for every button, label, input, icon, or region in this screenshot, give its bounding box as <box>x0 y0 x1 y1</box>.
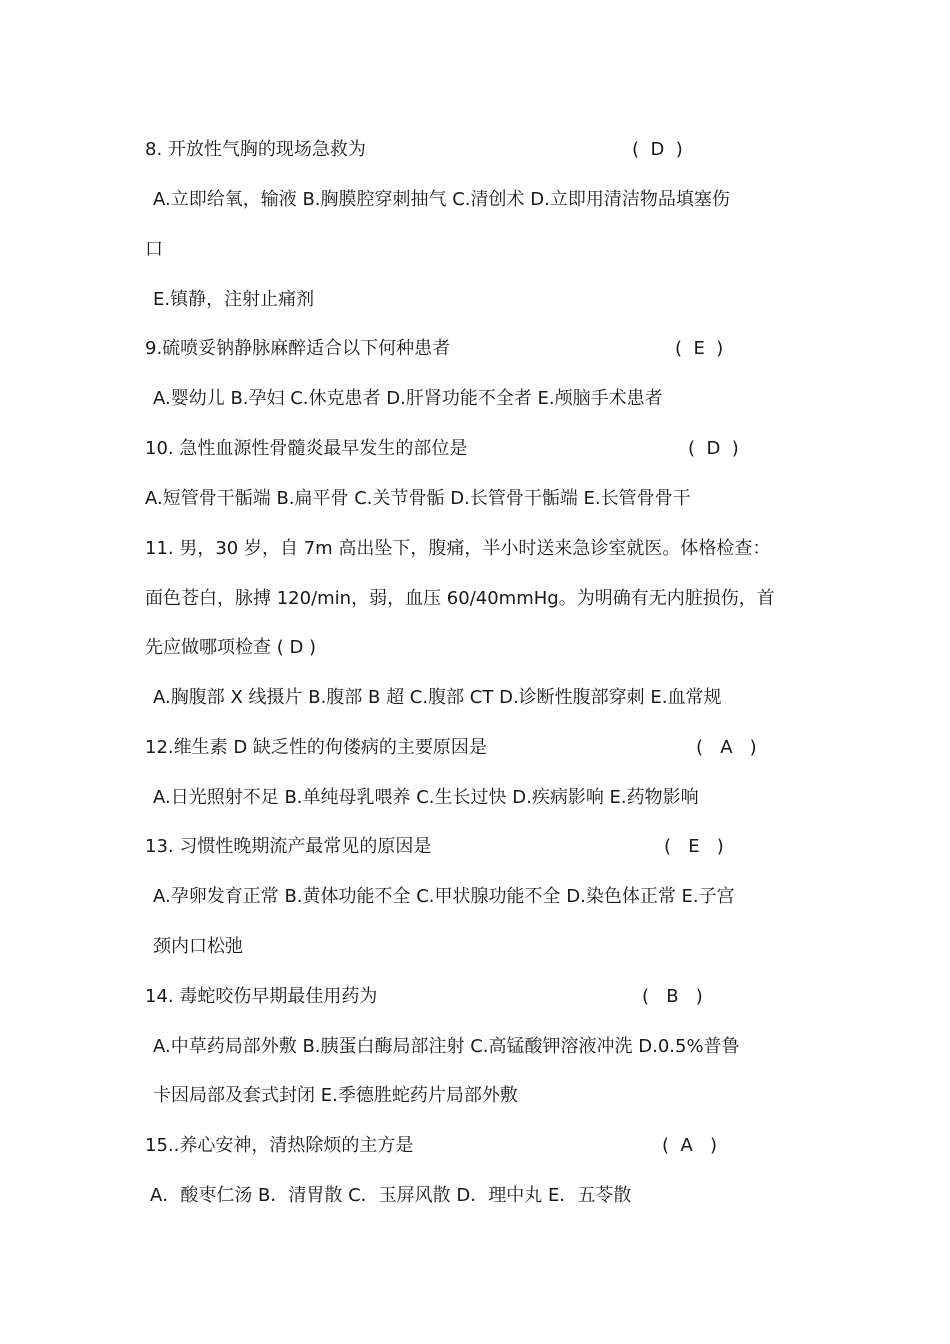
question-10-answer: ( D ) <box>688 438 739 459</box>
question-9-answer: ( E ) <box>675 338 724 359</box>
question-13-options-line-2: 颈内口松弛 <box>153 936 243 957</box>
question-12-options: A.日光照射不足 B.单纯母乳喂养 C.生长过快 D.疾病影响 E.药物影响 <box>153 787 699 808</box>
question-11-stem-line-3: 先应做哪项检查 ( D ) <box>145 637 317 658</box>
question-14-options-line-1: A.中草药局部外敷 B.胰蛋白酶局部注射 C.高锰酸钾溶液冲洗 D.0.5%普鲁 <box>153 1036 740 1057</box>
question-15-answer: ( A ) <box>662 1135 717 1156</box>
question-13-answer: ( E ) <box>664 836 724 857</box>
question-14-options-line-2: 卡因局部及套式封闭 E.季德胜蛇药片局部外敷 <box>153 1085 518 1106</box>
question-11-stem-line-2: 面色苍白，脉搏 120/min，弱，血压 60/40mmHg。为明确有无内脏损伤，首 <box>145 588 775 609</box>
question-8-options-line-1: A.立即给氧，输液 B.胸膜腔穿刺抽气 C.清创术 D.立即用清洁物品填塞伤 <box>153 189 730 210</box>
question-14-stem: 14. 毒蛇咬伤早期最佳用药为 <box>145 986 378 1007</box>
question-15-stem: 15..养心安神，清热除烦的主方是 <box>145 1135 414 1156</box>
question-9-options: A.婴幼儿 B.孕妇 C.休克患者 D.肝肾功能不全者 E.颅脑手术患者 <box>153 388 663 409</box>
question-11-stem-line-1: 11. 男，30 岁，自 7m 高出坠下，腹痛，半小时送来急诊室就医。体格检查： <box>145 538 771 559</box>
question-14-answer: ( B ) <box>642 986 703 1007</box>
question-8-answer: ( D ) <box>632 139 683 160</box>
question-8-options-line-2: 口 <box>145 239 163 260</box>
question-15-options: A．酸枣仁汤 B．清胃散 C．玉屏风散 D．理中丸 E．五苓散 <box>150 1185 632 1206</box>
question-12-answer: ( A ) <box>696 737 757 758</box>
question-8-stem: 8. 开放性气胸的现场急救为 <box>145 139 366 160</box>
question-11-options: A.胸腹部 X 线摄片 B.腹部 B 超 C.腹部 CT D.诊断性腹部穿刺 E.血常规 <box>153 687 722 708</box>
question-13-options-line-1: A.孕卵发育正常 B.黄体功能不全 C.甲状腺功能不全 D.染色体正常 E.子宫 <box>153 886 735 907</box>
question-10-options: A.短管骨干骺端 B.扁平骨 C.关节骨骺 D.长管骨干骺端 E.长管骨骨干 <box>145 488 691 509</box>
question-12-stem: 12.维生素 D 缺乏性的佝偻病的主要原因是 <box>145 737 487 758</box>
question-10-stem: 10. 急性血源性骨髓炎最早发生的部位是 <box>145 438 468 459</box>
question-8-options-line-3: E.镇静，注射止痛剂 <box>153 289 315 310</box>
question-9-stem: 9.硫喷妥钠静脉麻醉适合以下何种患者 <box>145 338 451 359</box>
question-13-stem: 13. 习惯性晚期流产最常见的原因是 <box>145 836 432 857</box>
